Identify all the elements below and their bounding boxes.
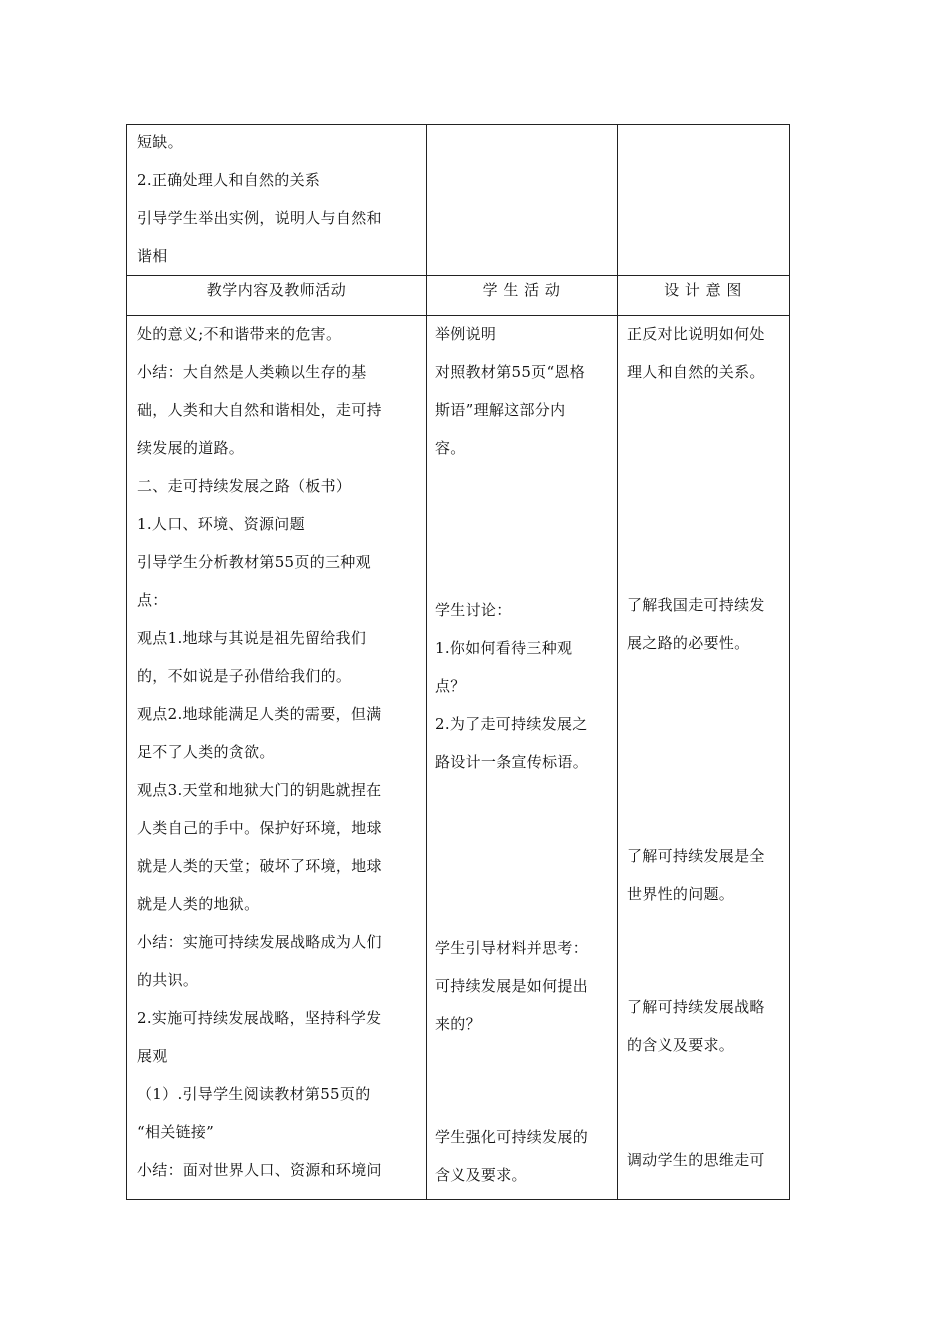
text-line: 学生讨论：	[435, 601, 512, 619]
text-line: 观点2.地球能满足人类的需要，但满	[137, 705, 382, 723]
lesson-plan-table	[126, 124, 790, 1200]
design-intent-block-5	[627, 1141, 765, 1179]
text-line: 观点3.天堂和地狱大门的钥匙就捏在	[137, 781, 382, 799]
text-line: 理人和自然的关系。	[627, 363, 765, 381]
text-line: 斯语”理解这部分内	[435, 401, 566, 419]
text-line: 展之路的必要性。	[627, 634, 750, 652]
text-line: 引导学生分析教材第55页的三种观	[137, 553, 371, 571]
text-line: 2.为了走可持续发展之	[435, 715, 588, 733]
text-line: 2.实施可持续发展战略，坚持科学发	[137, 1009, 382, 1027]
text-line: 小结：实施可持续发展战略成为人们	[137, 933, 382, 951]
text-line: 引导学生举出实例，说明人与自然和	[137, 209, 382, 227]
text-line: 路设计一条宣传标语。	[435, 753, 589, 771]
text-line: 对照教材第55页“恩格	[435, 363, 586, 381]
text-line: 1.你如何看待三种观	[435, 639, 573, 657]
text-line: 就是人类的天堂；破坏了环境，地球	[137, 857, 382, 875]
text-line: 了解可持续发展战略	[627, 998, 765, 1016]
text-line: 就是人类的地狱。	[137, 895, 260, 913]
student-activity-block-4	[435, 1118, 588, 1194]
text-line: 点？	[435, 677, 466, 695]
text-line: 学生引导材料并思考：	[435, 939, 589, 957]
student-activity-block-3	[435, 929, 588, 1043]
text-line: 人类自己的手中。保护好环境，地球	[137, 819, 382, 837]
text-line: 足不了人类的贪欲。	[137, 743, 275, 761]
student-activity-block-1	[435, 315, 585, 467]
design-intent-block-3	[627, 837, 765, 913]
text-line: 容。	[435, 439, 466, 457]
text-line: 调动学生的思维走可	[627, 1151, 765, 1169]
text-line: 础，人类和大自然和谐相处，走可持	[137, 401, 382, 419]
top-col1-cell	[137, 123, 382, 275]
text-line: 来的？	[435, 1015, 481, 1033]
text-line: 的共识。	[137, 971, 199, 989]
design-intent-block-4	[627, 988, 765, 1064]
text-line: “相关链接”	[137, 1123, 215, 1141]
text-line: 2.正确处理人和自然的关系	[137, 171, 321, 189]
text-line: 小结：面对世界人口、资源和环境问	[137, 1161, 382, 1179]
header-design-intent: 设 计 意 图	[664, 281, 742, 299]
text-line: 处的意义;不和谐带来的危害。	[137, 325, 342, 343]
text-line: 举例说明	[435, 325, 497, 343]
text-line: 学生强化可持续发展的	[435, 1128, 589, 1146]
text-line: 世界性的问题。	[627, 885, 735, 903]
text-line: 续发展的道路。	[137, 439, 245, 457]
text-line: 小结：大自然是人类赖以生存的基	[137, 363, 367, 381]
design-intent-block-2	[627, 586, 765, 662]
main-col1-cell	[137, 315, 382, 1189]
student-activity-block-2	[435, 591, 588, 781]
design-intent-block-1	[627, 315, 765, 391]
text-line: 了解我国走可持续发	[627, 596, 765, 614]
text-line: （1）.引导学生阅读教材第55页的	[137, 1085, 371, 1103]
header-top-rule	[127, 275, 789, 276]
header-teaching-content: 教学内容及教师活动	[206, 281, 347, 299]
text-line: 展观	[137, 1047, 168, 1065]
text-line: 二、走可持续发展之路（板书）	[137, 477, 352, 495]
header-student-activity: 学 生 活 动	[482, 281, 561, 299]
text-line: 可持续发展是如何提出	[435, 977, 589, 995]
text-line: 的，不如说是子孙借给我们的。	[137, 667, 352, 685]
text-line: 观点1.地球与其说是祖先留给我们	[137, 629, 367, 647]
text-line: 短缺。	[137, 133, 183, 151]
text-line: 正反对比说明如何处	[627, 325, 765, 343]
text-line: 的含义及要求。	[627, 1036, 735, 1054]
text-line: 点：	[137, 591, 168, 609]
text-line: 含义及要求。	[435, 1166, 527, 1184]
text-line: 了解可持续发展是全	[627, 847, 765, 865]
text-line: 谐相	[137, 247, 168, 265]
text-line: 1.人口、环境、资源问题	[137, 515, 305, 533]
